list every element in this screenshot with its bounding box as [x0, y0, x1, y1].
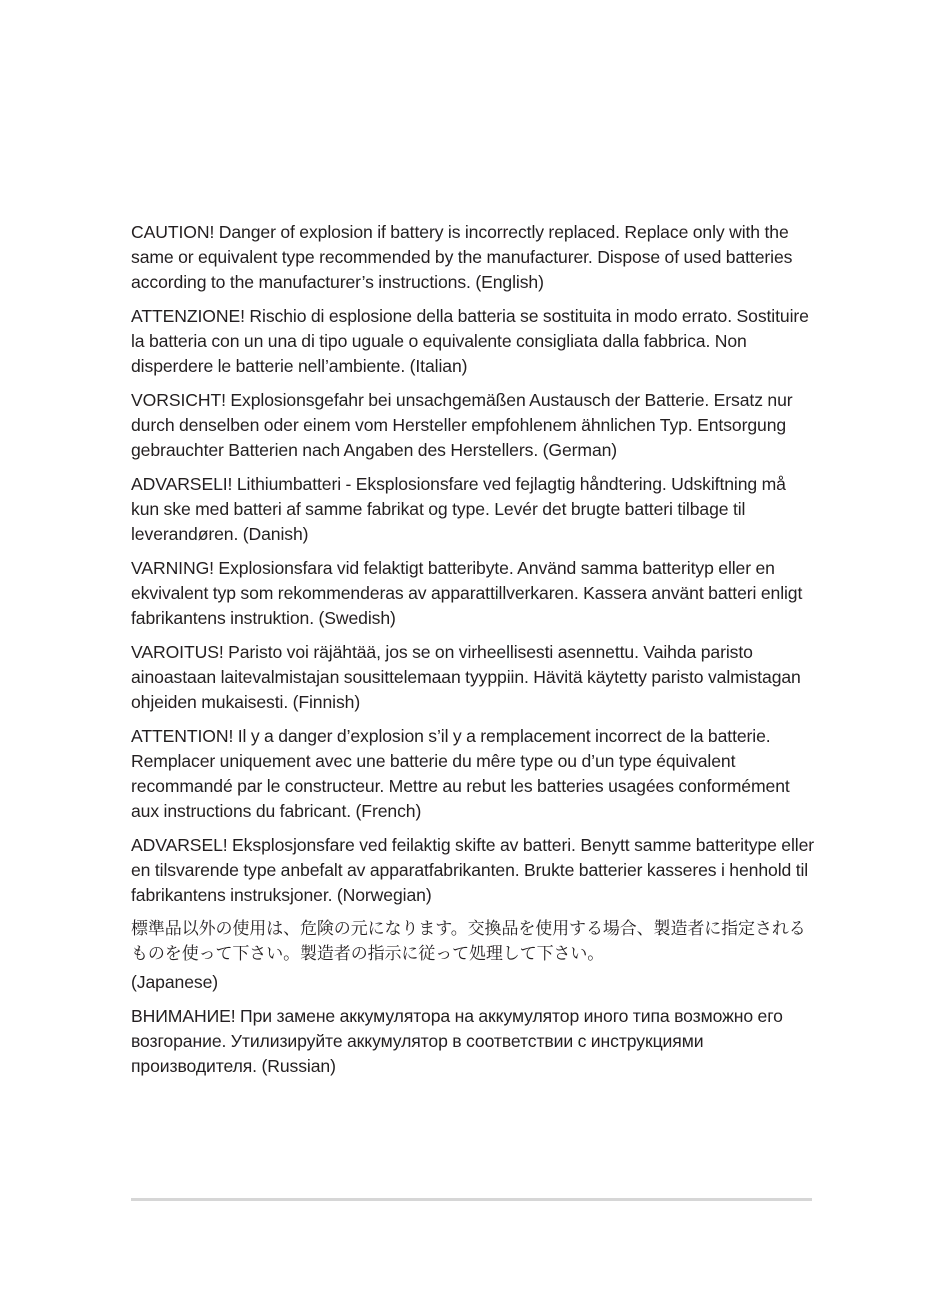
- battery-warnings: [131, 220, 815, 1088]
- warning-german: VORSICHT! Explosionsgefahr bei unsachgemäßen Austausch der Batterie. Ersatz nur durch denselben oder einem vom Hersteller empfohlenem ähnlichen Typ. Entsorgung gebrauchter Batterien nach Angaben des Herstellers. (German): [131, 390, 793, 460]
- warning-english: CAUTION! Danger of explosion if battery is incorrectly replaced. Replace only with the same or equivalent type recommended by the manufacturer. Dispose of used batteries according to the manufacturer’s instructions. (English): [131, 222, 793, 292]
- warning-japanese: 標準品以外の使用は、危険の元になります。交換品を使用する場合、製造者に指定されるものを使って下さい。製造者の指示に従って処理して下さい。: [131, 919, 806, 964]
- warning-danish: ADVARSELI! Lithiumbatteri - Eksplosionsfare ved fejlagtig håndtering. Udskiftning må kun ske med batteri af samme fabrikat og type. Levér det brugte batteri tilbage til leverandøren. (Danish): [131, 474, 786, 544]
- footer-divider: [131, 1198, 812, 1201]
- warning-finnish: VAROITUS! Paristo voi räjähtää, jos se on virheellisesti asennettu. Vaihda paristo ainoastaan laitevalmistajan sousittelemaan tyyppiin. Hävitä käytetty paristo valmistagan ohjeiden mukaisesti. (Finnish): [131, 642, 801, 712]
- warning-japanese-label: (Japanese): [131, 972, 219, 992]
- warning-russian: ВНИМАНИЕ! При замене аккумулятора на аккумулятор иного типа возможно его возгорание. Утилизируйте аккумулятор в соответствии с инструкциями производителя. (Russian): [131, 1006, 783, 1076]
- warning-italian: ATTENZIONE! Rischio di esplosione della batteria se sostituita in modo errato. Sostituire la batteria con un una di tipo uguale o equivalente consigliata dalla fabbrica. Non disperdere le batterie nell’ambiente. (Italian): [131, 306, 809, 376]
- warning-swedish: VARNING! Explosionsfara vid felaktigt batteribyte. Använd samma batterityp eller en ekvivalent typ som rekommenderas av apparattillverkaren. Kassera använt batteri enligt fabrikantens instruktion. (Swedish): [131, 558, 803, 628]
- warning-french: ATTENTION! Il y a danger d’explosion s’il y a remplacement incorrect de la batterie. Remplacer uniquement avec une batterie du mêre type ou d’un type équivalent recommandé par le constructeur. Mettre au rebut les batteries usagées conformément aux instructions du fabricant. (French): [131, 726, 790, 821]
- warning-norwegian: ADVARSEL! Eksplosjonsfare ved feilaktig skifte av batteri. Benytt samme batteritype eller en tilsvarende type anbefalt av apparatfabrikanten. Brukte batterier kasseres i henhold til fabrikantens instruksjoner. (Norwegian): [131, 835, 815, 905]
